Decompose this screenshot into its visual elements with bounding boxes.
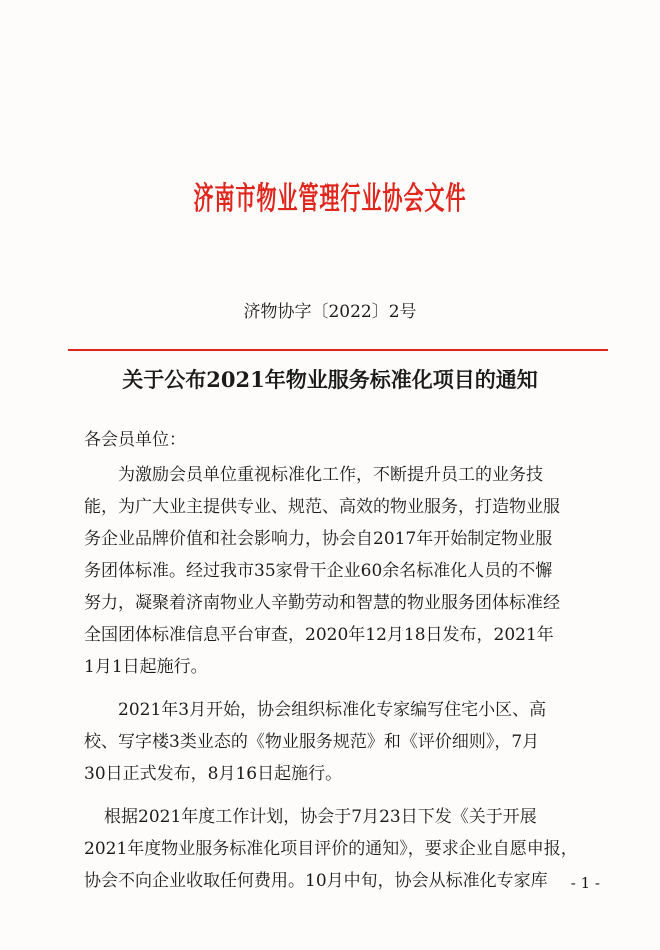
page-number: - 1 -	[570, 874, 600, 892]
body-line: 2021年3月开始，协会组织标准化专家编写住宅小区、高	[118, 700, 547, 720]
body-line: 为激励会员单位重视标准化工作，不断提升员工的业务技	[118, 465, 543, 485]
body-line: 校、写字楼3类业态的《物业服务规范》和《评价细则》，7月	[84, 732, 540, 752]
body-line: 全国团体标准信息平台审查，2020年12月18日发布，2021年	[84, 625, 554, 645]
red-divider-line	[68, 349, 608, 351]
masthead-title: 济南市物业管理行业协会文件	[193, 179, 467, 217]
body-line: 根据2021年度工作计划，协会于7月23日下发《关于开展	[104, 807, 537, 827]
body-line: 2021年度物业服务标准化项目评价的通知》，要求企业自愿申报，	[84, 839, 578, 859]
body-line: 1月1日起施行。	[84, 657, 208, 677]
body-text	[84, 459, 604, 897]
body-line: 协会不向企业收取任何费用。10月中旬，协会从标准化专家库	[84, 871, 548, 891]
body-line: 务团体标准。经过我市35家骨干企业60余名标准化人员的不懈	[84, 561, 553, 581]
body-line: 能，为广大业主提供专业、规范、高效的物业服务，打造物业服	[84, 497, 560, 517]
document-number: 济物协字〔2022〕2号	[243, 302, 417, 322]
notice-title: 关于公布2021年物业服务标准化项目的通知	[122, 367, 538, 392]
body-line: 务企业品牌价值和社会影响力，协会自2017年开始制定物业服	[84, 529, 553, 549]
salutation: 各会员单位：	[84, 430, 186, 450]
body-line: 30日正式发布，8月16日起施行。	[84, 764, 343, 784]
body-line: 努力，凝聚着济南物业人辛勤劳动和智慧的物业服务团体标准经	[84, 593, 560, 613]
